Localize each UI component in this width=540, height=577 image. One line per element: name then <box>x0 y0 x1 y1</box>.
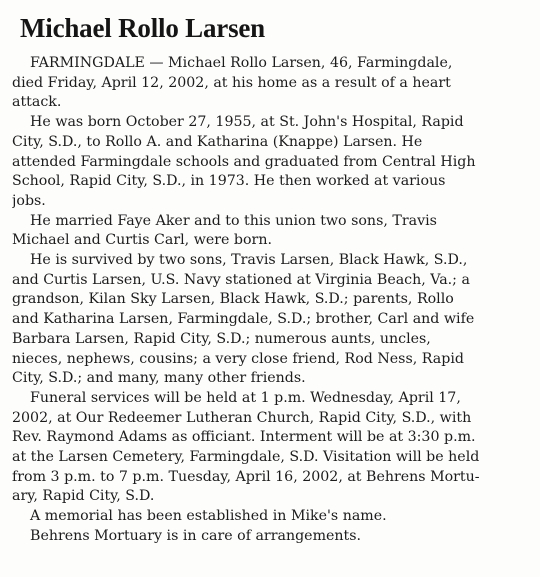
paragraph-memorial <box>12 507 540 527</box>
obituary-body <box>12 54 540 547</box>
paragraph-biography <box>12 113 540 212</box>
text-line: ary, Rapid City, S.D. <box>12 488 155 505</box>
text-line: A memorial has been established in Mike's name. <box>12 508 387 525</box>
text-line: and Katharina Larsen, Farmingdale, S.D.; brother, Carl and wife <box>12 311 475 328</box>
obituary-headline: Michael Rollo Larsen <box>20 13 265 43</box>
text-line: He is survived by two sons, Travis Larsen, Black Hawk, S.D., <box>12 252 468 269</box>
paragraph-marriage <box>12 212 540 251</box>
text-line: City, S.D., to Rollo A. and Katharina (Knappe) Larsen. He <box>12 133 423 150</box>
paragraph-survivors <box>12 251 540 389</box>
text-line: School, Rapid City, S.D., in 1973. He then worked at various <box>12 173 446 190</box>
text-line: grandson, Kilan Sky Larsen, Black Hawk, S.D.; parents, Rollo <box>12 291 454 308</box>
text-line: Funeral services will be held at 1 p.m. Wednesday, April 17, <box>12 389 461 406</box>
paragraph-announcement <box>12 54 540 113</box>
text-line: FARMINGDALE — Michael Rollo Larsen, 46, Farmingdale, <box>12 55 453 71</box>
paragraph-arrangements <box>12 527 540 547</box>
text-line: at the Larsen Cemetery, Farmingdale, S.D. Visitation will be held <box>12 449 480 466</box>
text-line: from 3 p.m. to 7 p.m. Tuesday, April 16, 2002, at Behrens Mortu- <box>12 468 480 485</box>
text-line: Behrens Mortuary is in care of arrangements. <box>12 527 362 544</box>
text-line: He was born October 27, 1955, at St. John's Hospital, Rapid <box>12 114 464 131</box>
text-line: Michael and Curtis Carl, were born. <box>12 232 272 249</box>
text-line: and Curtis Larsen, U.S. Navy stationed at Virginia Beach, Va.; a <box>12 271 470 288</box>
text-line: City, S.D.; and many, many other friends. <box>12 370 306 387</box>
paragraph-services <box>12 389 540 507</box>
text-line: jobs. <box>12 192 46 209</box>
text-line: Barbara Larsen, Rapid City, S.D.; numerous aunts, uncles, <box>12 330 431 347</box>
text-line: Rev. Raymond Adams as officiant. Interment will be at 3:30 p.m. <box>12 429 476 446</box>
text-line: nieces, nephews, cousins; a very close friend, Rod Ness, Rapid <box>12 350 464 367</box>
text-line: died Friday, April 12, 2002, at his home as a result of a heart <box>12 74 451 91</box>
text-line: attended Farmingdale schools and graduated from Central High <box>12 153 476 170</box>
text-line: He married Faye Aker and to this union two sons, Travis <box>12 212 437 229</box>
text-line: 2002, at Our Redeemer Lutheran Church, Rapid City, S.D., with <box>12 409 472 426</box>
text-line: attack. <box>12 94 62 111</box>
